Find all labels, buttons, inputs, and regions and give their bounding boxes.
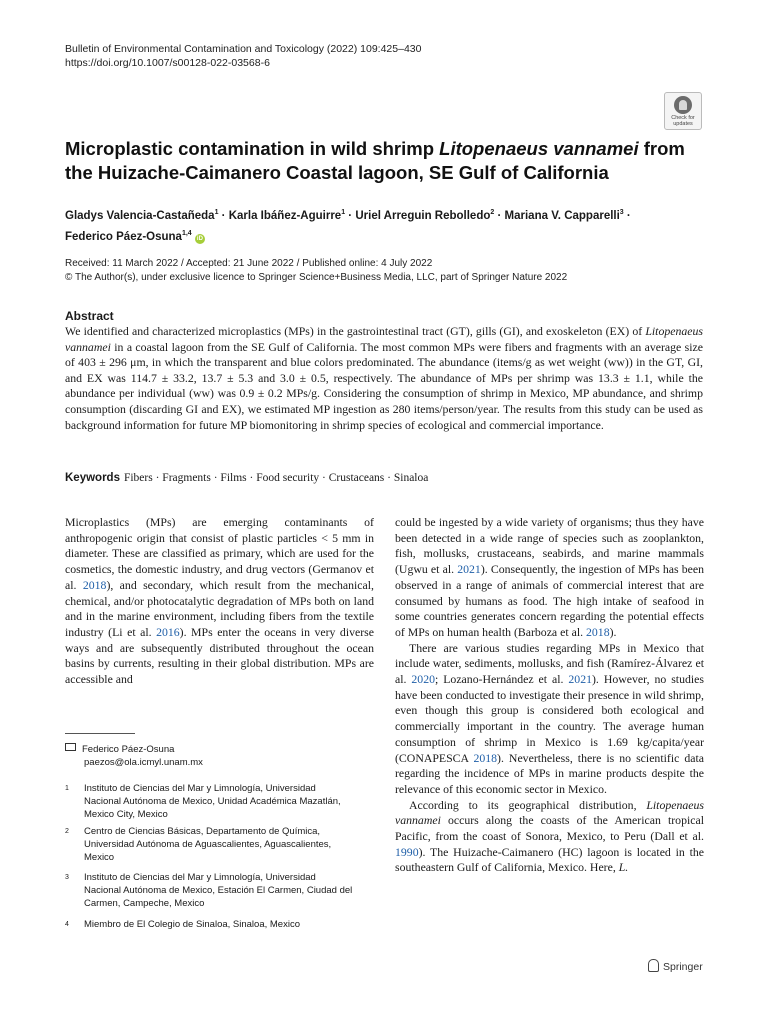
affiliation-text: Instituto de Ciencias del Mar y Limnología, Universidad Nacional Autónoma de Mexico, Estación El Carmen, Ciudad del Carmen, Campeche, Mexico [84, 872, 353, 909]
body-column-left [65, 515, 374, 688]
keywords-list: Fibers · Fragments · Films · Food security · Crustaceans · Sinaloa [123, 472, 429, 484]
affiliation-number: 2 [65, 828, 69, 835]
article-dates [65, 257, 567, 285]
corresponding-author: Federico Páez-Osuna [82, 744, 175, 755]
abstract-text: We identified and characterized microplastics (MPs) in the gastrointestinal tract (GT), gills (GI), and exoskeleton (EX) of Litopenaeus vannamei in a coastal lagoon from the SE Gulf of California. The most common MPs were fibers and fragments with an average size of 403 ± 296 μm, in which the transparent and blue colors predominated. The abundance (items/g as wet weight (ww)) in the GT, GI, and EX was 114.7 ± 33.2, 13.7 ± 5.3 and 3.0 ± 0.5, respectively. The abundance of MPs per shrimp was 13.3 ± 1.1, while the abundance per individual (ww) was 0.9 ± 0.2 MPs/g. Considering the consumption of shrimp in Mexico, MP abundance, and shrimp consumption (discarding GI and EX), we estimated MP ingestion as 280 items/person/year. The results from this study can be used as background information for future MP biomonitoring in shrimp species of ecological and commercial importance. [65, 324, 703, 432]
check-for-updates-badge[interactable] [664, 92, 702, 130]
citation-link[interactable]: 2021 [457, 562, 481, 577]
paragraph: Microplastics (MPs) are emerging contaminants of anthropogenic origin that consist of plastic particles < 5 mm in diameter. These are classified as primary, which are used for the cosmetics, the domestic industry, and drug vectors (Germanov et al. 2018), and secondary, which result from the mechanical, chemical, and/or photocatalytic degradation of MPs both on land and in the marine environment, including fibers from the textile industry (Li et al. 2016). MPs enter the oceans in very diverse ways and are subsequently distributed throughout the ocean basins by currents, resulting in their global distribution. MPs are accessible and [65, 515, 375, 687]
author-name[interactable]: Gladys Valencia-Castañeda [65, 209, 215, 222]
doi-link[interactable]: https://doi.org/10.1007/s00128-022-03568-6 [65, 57, 270, 69]
body-column-right [395, 515, 704, 876]
author-name[interactable]: Mariana V. Capparelli [504, 209, 620, 222]
paragraph: could be ingested by a wide variety of organisms; thus they have been detected in a wide range of species such as zooplankton, fish, mollusks, crustaceans, seabirds, and marine mammals (Ugwu et al. 2021). Consequently, the ingestion of MPs has been observed in a range of animals of commercial interest that are consumed by humans as food. The high intake of seafood in some countries generates concern regarding the potential effects of MPs on human health (Barboza et al. 2018). [395, 515, 704, 639]
citation-link[interactable]: 1990 [395, 844, 419, 859]
citation-link[interactable]: 2018 [586, 624, 610, 639]
abstract-heading: Abstract [65, 309, 114, 323]
footnote-divider [65, 733, 135, 734]
orcid-icon[interactable]: iD [196, 235, 203, 242]
journal-header [65, 42, 421, 70]
citation-link[interactable]: 2021 [568, 672, 592, 687]
author-list: Gladys Valencia-Castañeda$^1$ · Karla Ibáñez-Aguirre$^1$ · Uriel Arreguin Rebolledo$^2$ · Mariana V. Capparelli$^3$ · Federico Páez-Osuna$^{1,4}$ iD [65, 209, 631, 243]
affiliation-text: Centro de Ciencias Básicas, Departamento de Química, Universidad Autónoma de Aguascalientes, Aguascalientes, Mexico [84, 826, 332, 863]
author-name[interactable]: Uriel Arreguin Rebolledo [355, 209, 491, 222]
affiliation [65, 782, 355, 821]
correspondence [65, 743, 203, 769]
received-dates: Received: 11 March 2022 / Accepted: 21 June 2022 / Published online: 4 July 2022 [65, 258, 433, 269]
paragraph: According to its geographical distribution, Litopenaeus vannamei occurs along the coasts of the American tropical Pacific, from the coast of Sonora, Mexico, to Peru (Dall et al. 1990). The Huizache-Caimanero (HC) lagoon is located in the southeastern Gulf of California, Mexico. Here, L. [395, 797, 704, 875]
copyright-line: © The Author(s), under exclusive licence to Springer Science+Business Media, LLC, part of Springer Nature 2022 [65, 272, 568, 283]
keywords-heading: Keywords [65, 472, 120, 484]
paragraph: There are various studies regarding MPs in Mexico that include water, sediments, mollusks, and fish (Ramírez-Álvarez et al. 2020; Lozano-Hernández et al. 2021). However, no studies have been conducted to investigate their presence in wild shrimp, even though this group is considered both ecological and commercially important in the country. The average human consumption of shrimp in Mexico is 1.69 kg/capita/year (CONAPESCA 2018). Nevertheless, there is no scientific data regarding the incidence of MPs in marine products despite the relevance of this economic sector in Mexico. [395, 640, 704, 796]
badge-label-1: Check for [671, 115, 695, 121]
publisher-footer [648, 959, 703, 973]
keywords-line [65, 471, 705, 485]
citation-link[interactable]: 2018 [473, 750, 498, 765]
author-name[interactable]: Federico Páez-Osuna [65, 230, 182, 243]
affiliation-number: 4 [65, 921, 69, 928]
article-title: Microplastic contamination in wild shrimp Litopenaeus vannamei from the Huizache-Caimanero Coastal lagoon, SE Gulf of California [65, 138, 685, 183]
affiliation [65, 825, 355, 864]
affiliation-number: 1 [65, 785, 69, 792]
citation-link[interactable]: 2020 [411, 672, 435, 687]
citation-link[interactable]: 2018 [82, 577, 107, 592]
envelope-icon [65, 743, 76, 751]
journal-citation: Bulletin of Environmental Contamination and Toxicology (2022) 109:425–430 [65, 43, 422, 55]
author-name[interactable]: Karla Ibáñez-Aguirre [228, 209, 342, 222]
corresponding-email[interactable]: paezos@ola.icmyl.unam.mx [84, 757, 203, 768]
springer-horse-icon [648, 959, 659, 972]
bookmark-icon [674, 96, 692, 114]
affiliation-text: Miembro de El Colegio de Sinaloa, Sinaloa, Mexico [84, 919, 300, 930]
affiliation-number: 3 [65, 874, 69, 881]
affiliation [65, 918, 355, 931]
badge-label-2: updates [673, 121, 693, 127]
publisher-name: Springer [663, 961, 703, 973]
citation-link[interactable]: 2016 [156, 624, 180, 639]
affiliation [65, 871, 355, 910]
affiliation-text: Instituto de Ciencias del Mar y Limnología, Universidad Nacional Autónoma de Mexico, Unidad Académica Mazatlán, Mexico City, Mexico [84, 783, 341, 820]
